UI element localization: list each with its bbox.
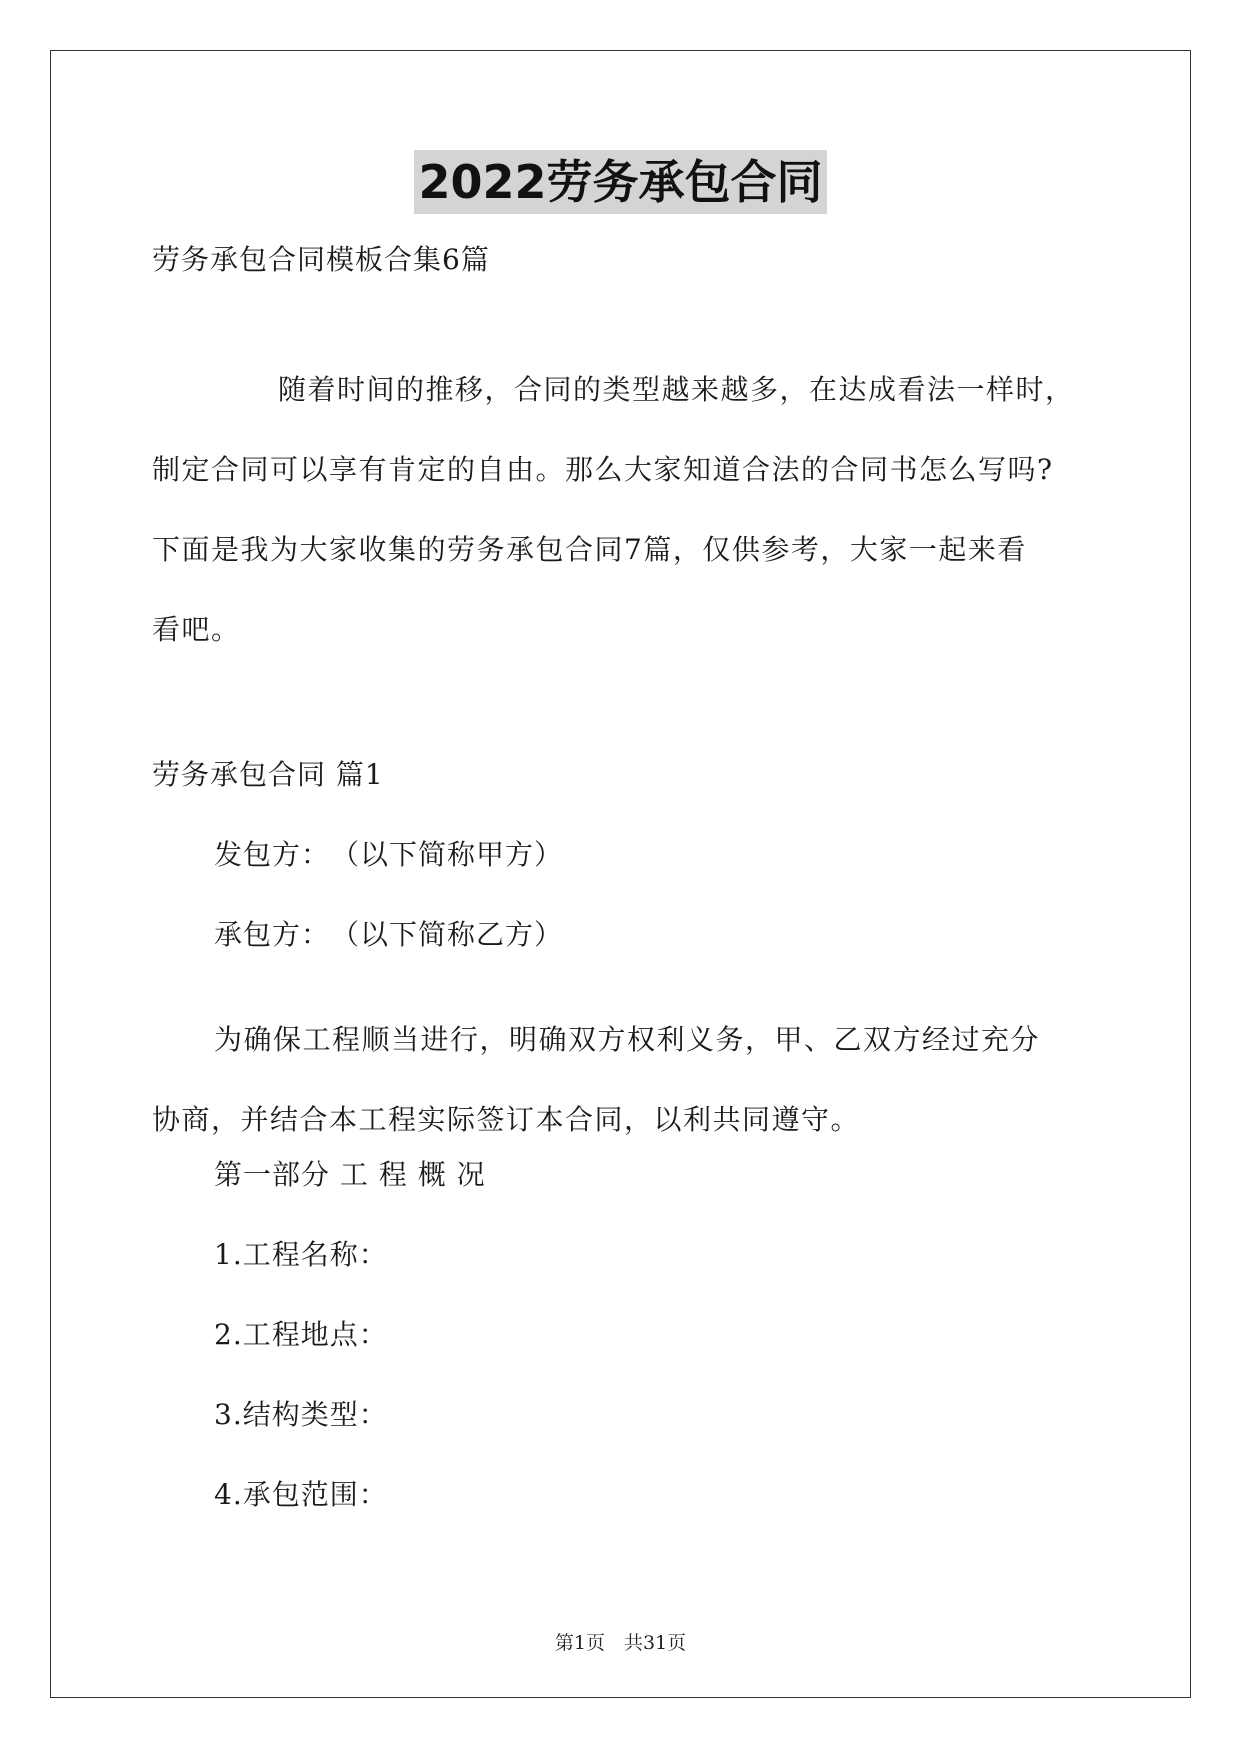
field-contractor-b: 承包方： （以下简称乙方） — [214, 918, 564, 951]
purpose-line: 为确保工程顺当进行，明确双方权利义务，甲、乙双方经过充分 — [214, 1023, 1041, 1056]
intro-line: 下面是我为大家收集的劳务承包合同7篇，仅供参考，大家一起来看 — [152, 533, 1027, 566]
page-footer: 第1页 共31页 — [554, 1632, 687, 1654]
list-item: 4.承包范围： — [214, 1478, 388, 1511]
list-item: 2.工程地点： — [214, 1318, 388, 1351]
list-item: 1.工程名称： — [214, 1238, 388, 1271]
section-heading: 劳务承包合同 篇1 — [152, 758, 384, 791]
list-item: 3.结构类型： — [214, 1398, 388, 1431]
purpose-paragraph — [152, 1000, 1102, 1160]
intro-line: 制定合同可以享有肯定的自由。那么大家知道合法的合同书怎么写吗? — [152, 453, 1054, 486]
intro-line: 看吧。 — [152, 613, 241, 646]
intro-line: 随着时间的推移，合同的类型越来越多，在达成看法一样时， — [278, 373, 1075, 406]
intro-paragraph — [152, 350, 1102, 670]
field-contractor-a: 发包方： （以下简称甲方） — [214, 838, 564, 871]
document-title: 2022劳务承包合同 — [414, 150, 826, 214]
part-heading: 第一部分 工 程 概 况 — [214, 1158, 486, 1191]
document-subtitle: 劳务承包合同模板合集6篇 — [152, 243, 490, 276]
title-container — [0, 150, 1241, 214]
purpose-line: 协商，并结合本工程实际签订本合同，以利共同遵守。 — [152, 1103, 861, 1136]
